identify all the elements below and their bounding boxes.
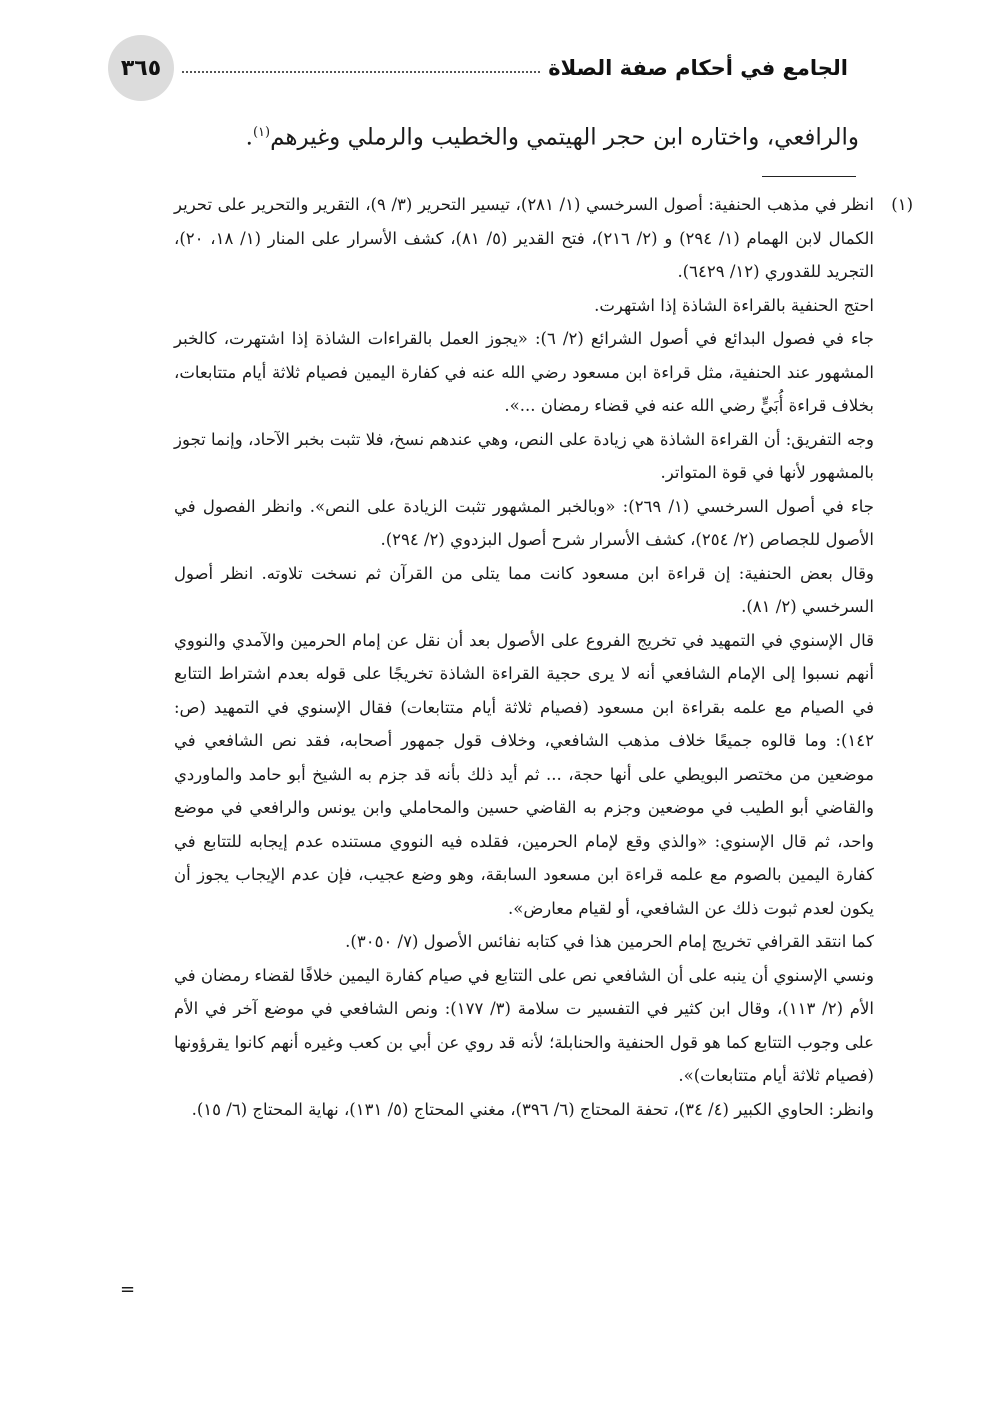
footnote-block: [174, 188, 913, 1126]
body-line: والرافعي، واختاره ابن حجر الهيتمي والخطيب والرملي وغيرهم: [270, 124, 859, 151]
footnote-paragraph: كما انتقد القرافي تخريج إمام الحرمين هذا في كتابه نفائس الأصول (٧/ ٣٠٥٠).: [345, 932, 874, 951]
body-line-end: .: [245, 124, 253, 151]
footnote-paragraph: ونسي الإسنوي أن ينبه على أن الشافعي نص على التتابع في صيام كفارة اليمين خلافًا لقضاء رمضان في الأم (٢/ ١١٣)، وقال ابن كثير في التفسير ت سلامة (٣/ ١٧٧): ونص الشافعي في موضع آخر في الأم على وجوب التتابع كما هو قول الحنفية والحنابلة؛ لأنه قد روي عن أبي بن كعب وغيره أنهم كانوا يقرؤونها (فصيام ثلاثة أيام متتابعات)».: [174, 965, 874, 1085]
page-number-badge: ٣٦٥: [108, 35, 174, 101]
continuation-mark: =: [120, 1279, 136, 1300]
footnote-paragraph: انظر في مذهب الحنفية: أصول السرخسي (١/ ٢٨١)، تيسير التحرير (٣/ ٩)، التقرير والتحرير على تحرير الكمال لابن الهمام (١/ ٢٩٤) و (٢/ ٢١٦)، فتح القدير (٥/ ٨١)، كشف الأسرار على المنار (١/ ١٨، ٢٠)، التجريد للقدوري (١٢/ ٦٤٢٩).: [174, 195, 874, 281]
footnote-paragraph: جاء في أصول السرخسي (١/ ٢٦٩): «وبالخبر المشهور تثبت الزيادة على النص». وانظر الفصول في الأصول للجصاص (٢/ ٢٥٤)، كشف الأسرار شرح أصول البزدوي (٢/ ٢٩٤).: [174, 496, 874, 549]
running-title: الجامع في أحكام صفة الصلاة: [548, 56, 848, 80]
footnote-paragraph: وجه التفريق: أن القراءة الشاذة هي زيادة على النص، وهي عندهم نسخ، فلا تثبت بخبر الآحاد، وإنما تجوز بالمشهور لأنها في قوة المتواتر.: [174, 429, 874, 482]
body-text: [139, 110, 859, 161]
page-header: [108, 38, 848, 98]
footnote-separator: [762, 176, 856, 177]
footnote-paragraph: وقال بعض الحنفية: إن قراءة ابن مسعود كانت مما يتلى من القرآن ثم نسخت تلاوته. انظر أصول السرخسي (٢/ ٨١).: [174, 563, 874, 616]
footnote-paragraph: قال الإسنوي في التمهيد في تخريج الفروع على الأصول بعد أن نقل عن إمام الحرمين والآمدي والنووي أنهم نسبوا إلى الإمام الشافعي أنه لا يرى حجية القراءة الشاذة تخريجًا على قوله بعدم اشتراط التتابع في الصيام مع علمه بقراءة ابن مسعود (فصيام ثلاثة أيام متتابعات) فقال الإسنوي في التمهيد (ص: ١٤٢): وما قالوه جميعًا خلاف مذهب الشافعي، وخلاف قول جمهور أصحابه، فقد نص الشافعي في موضعين من مختصر البويطي على أنها حجة، ... ثم أيد ذلك بأنه قد جزم به الشيخ أبو حامد والماوردي والقاضي أبو الطيب في موضعين وجزم به القاضي حسين والمحاملي وابن يونس والرافعي في موضع واحد، ثم قال الإسنوي: «والذي وقع لإمام الحرمين، فقلده فيه النووي مستنده عدم إيجابه للتتابع في كفارة اليمين بالصوم مع علمه قراءة ابن مسعود السابقة، وهو وضع عجيب، فإن عدم الإيجاب يجوز أن يكون لعدم ثبوت ذلك عن الشافعي، أو لقيام معارض».: [174, 630, 874, 918]
footnote-paragraph: وانظر: الحاوي الكبير (٤/ ٣٤)، تحفة المحتاج (٦/ ٣٩٦)، مغني المحتاج (٥/ ١٣١)، نهاية المحتاج (٦/ ١٥).: [191, 1099, 874, 1119]
footnote-paragraph: جاء في فصول البدائع في أصول الشرائع (٢/ ٦): «يجوز العمل بالقراءات الشاذة إذا اشتهرت، كالخبر المشهور عند الحنفية، مثل قراءة ابن مسعود رضي الله عنه في كفارة اليمين فصيام ثلاثة أيام متتابعات، بخلاف قراءة أُبَيٍّ رضي الله عنه في قضاء رمضان ...».: [174, 329, 874, 415]
footnote-marker: (١): [891, 195, 913, 214]
footnote-reference[interactable]: (١): [252, 125, 271, 140]
footnote-paragraph: احتج الحنفية بالقراءة الشاذة إذا اشتهرت.: [594, 295, 874, 315]
header-dotted-leader: [182, 71, 540, 73]
